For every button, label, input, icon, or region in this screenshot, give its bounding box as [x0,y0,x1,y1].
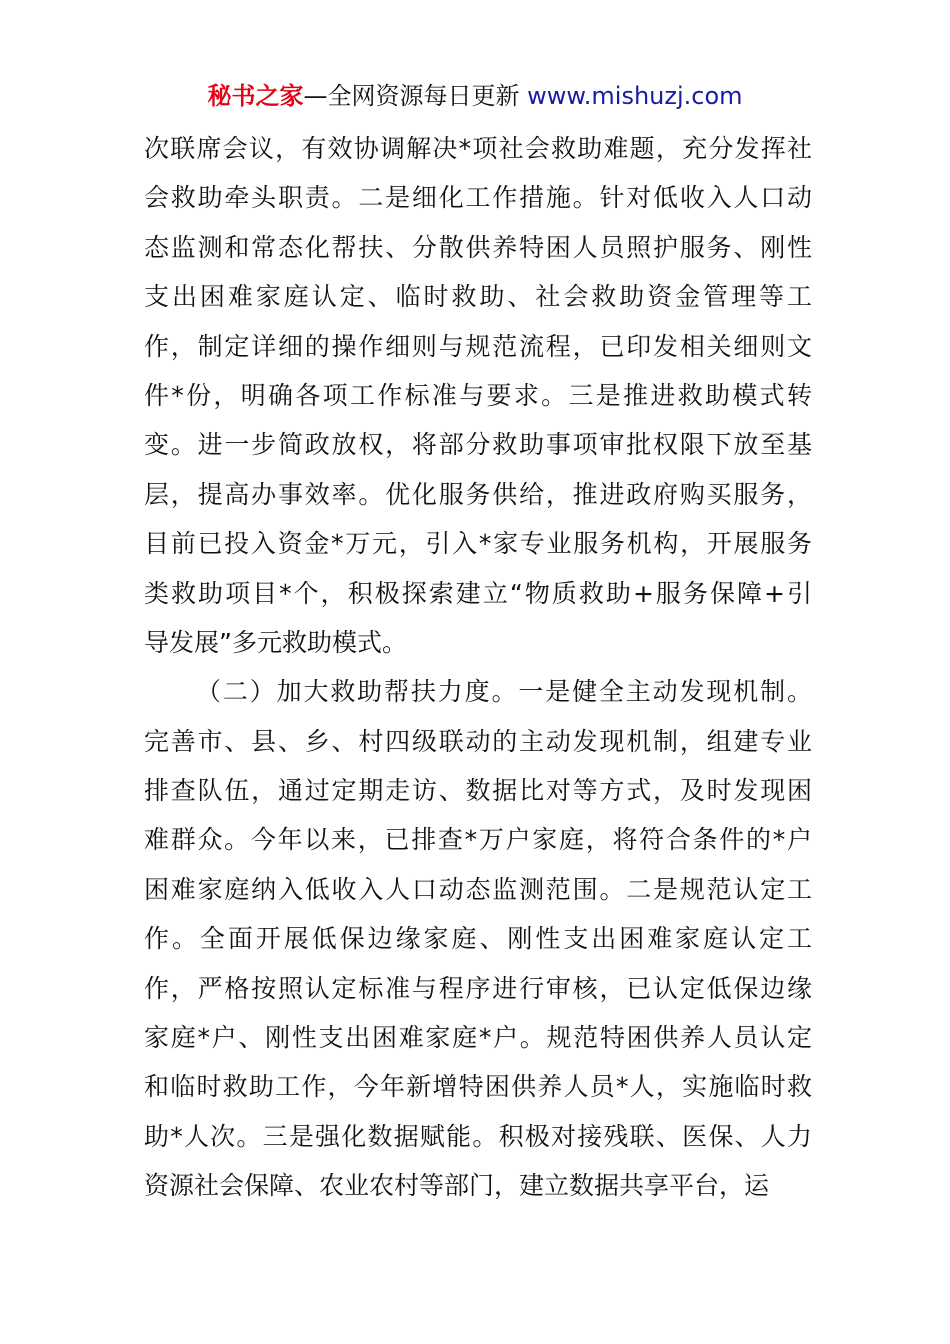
text-line: 变。进一步简政放权，将部分救助事项审批权限下放至基 [144,430,812,460]
text-line: 类救助项目*个，积极探索建立“物质救助+服务保障+引 [144,578,812,608]
text-line: 作，严格按照认定标准与程序进行审核，已认定低保边缘 [144,973,812,1003]
site-header [0,80,950,112]
text-line: 态监测和常态化帮扶、分散供养特困人员照护服务、刚性 [144,232,812,262]
text-line: 目前已投入资金*万元，引入*家专业服务机构，开展服务 [144,529,812,559]
text-line: 困难家庭纳入低收入人口动态监测范围。二是规范认定工 [144,874,812,904]
text-line: 和临时救助工作，今年新增特困供养人员*人，实施临时救 [144,1072,812,1102]
text-line: 层，提高办事效率。优化服务供给，推进政府购买服务， [144,479,812,509]
text-line: 难群众。今年以来，已排查*万户家庭，将符合条件的*户 [144,825,812,855]
brand-name: 秘书之家 [207,82,304,110]
text-line: 支出困难家庭认定、临时救助、社会救助资金管理等工 [144,282,812,312]
text-line: 次联席会议，有效协调解决*项社会救助难题，充分发挥社 [144,134,812,163]
text-line: 件*份，明确各项工作标准与要求。三是推进救助模式转 [144,380,812,410]
header-tagline: —全网资源每日更新 [303,82,520,110]
text-line: 排查队伍，通过定期走访、数据比对等方式，及时发现困 [144,776,812,806]
site-url-link[interactable]: www.mishuzj.com [527,82,743,110]
text-line: 完善市、县、乡、村四级联动的主动发现机制，组建专业 [144,726,812,756]
text-line: 家庭*户、刚性支出困难家庭*户。规范特困供养人员认定 [144,1023,812,1053]
document-body [144,124,812,1211]
text-line: 导发展”多元救助模式。 [144,627,407,657]
text-line: 会救助牵头职责。二是细化工作措施。针对低收入人口动 [144,183,812,213]
text-line: （二）加大救助帮扶力度。一是健全主动发现机制。 [196,677,812,707]
text-line: 助*人次。三是强化数据赋能。积极对接残联、医保、人力 [144,1121,812,1151]
text-line: 作。全面开展低保边缘家庭、刚性支出困难家庭认定工 [144,924,812,954]
text-line: 作，制定详细的操作细则与规范流程，已印发相关细则文 [144,331,812,361]
text-line: 资源社会保障、农业农村等部门，建立数据共享平台，运 [144,1171,770,1201]
